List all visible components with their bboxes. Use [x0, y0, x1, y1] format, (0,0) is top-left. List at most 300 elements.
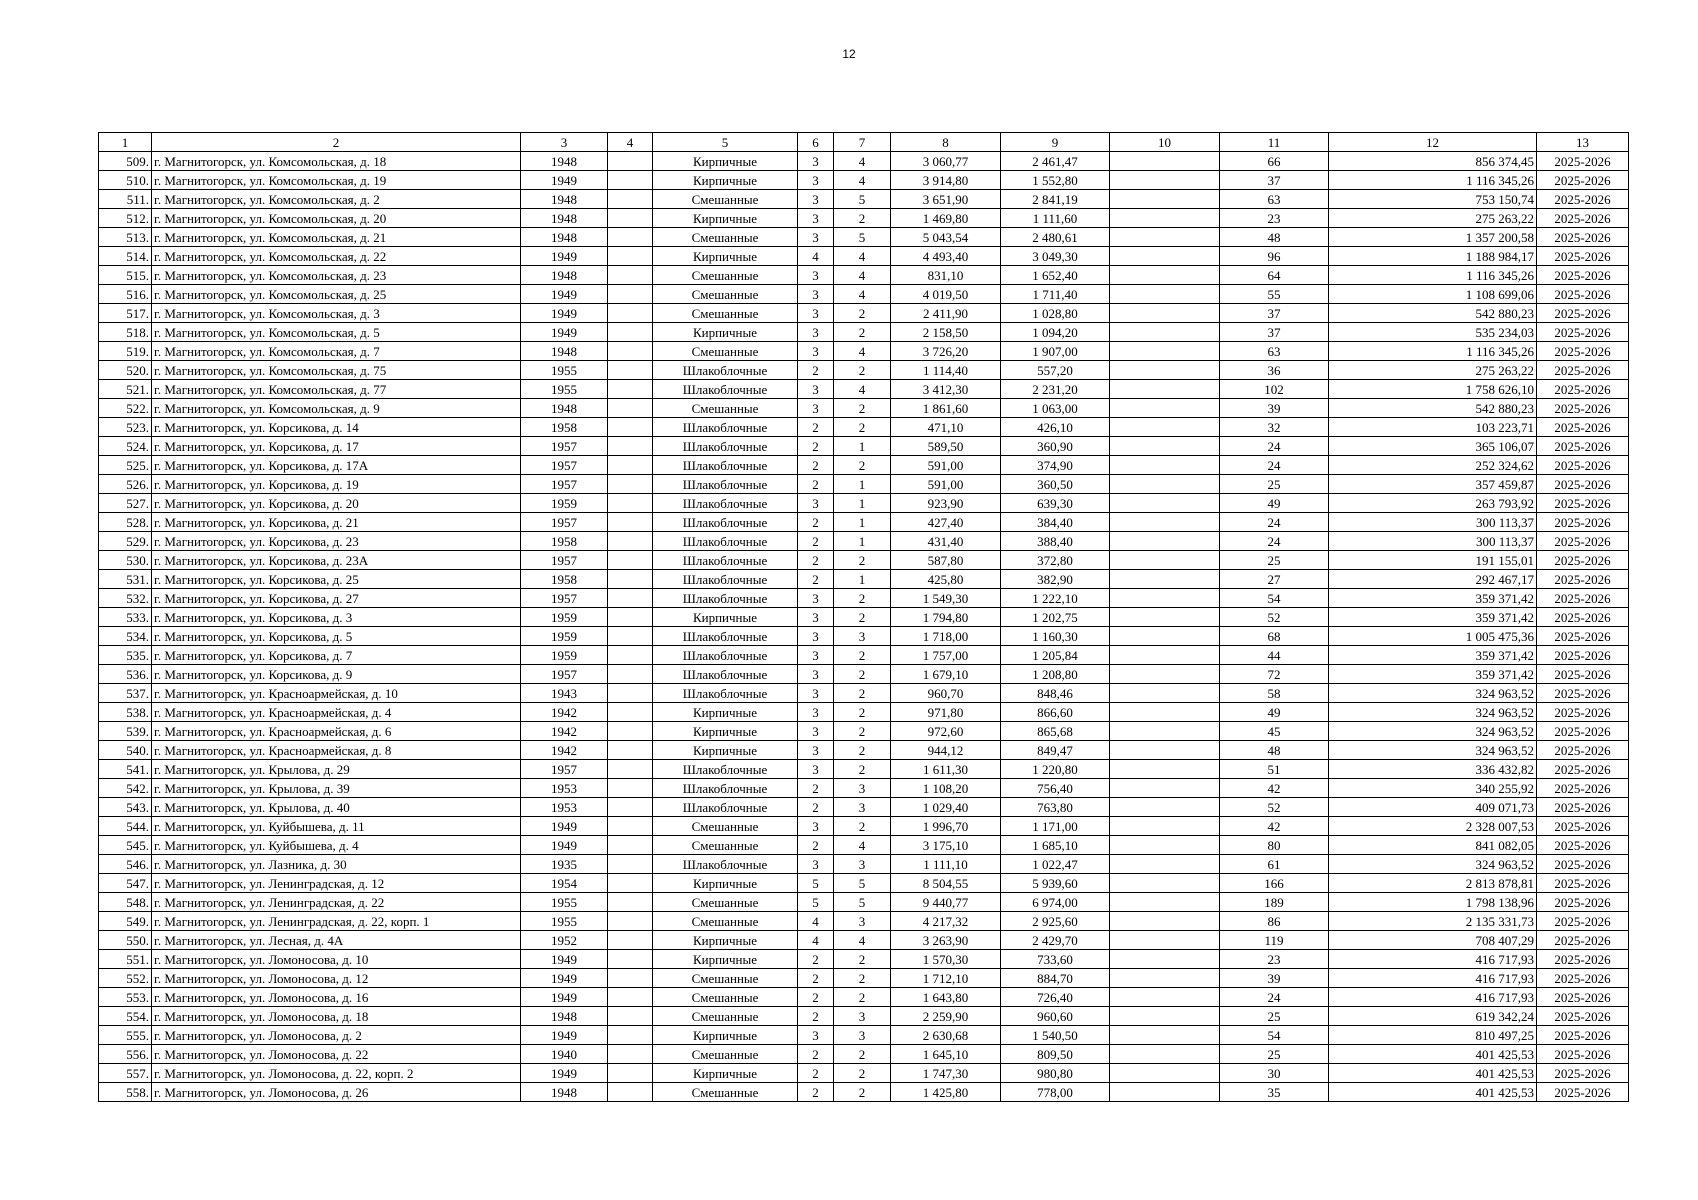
total-area-cell: 471,10: [891, 418, 1001, 437]
row-number-cell: 551.: [99, 950, 152, 969]
address-cell: г. Магнитогорск, ул. Комсомольская, д. 9: [152, 399, 521, 418]
col-4-value-cell: [608, 152, 653, 171]
living-area-cell: 1 685,10: [1001, 836, 1110, 855]
col-4-value-cell: [608, 399, 653, 418]
row-number-cell: 529.: [99, 532, 152, 551]
living-area-cell: 6 974,00: [1001, 893, 1110, 912]
total-area-cell: 971,80: [891, 703, 1001, 722]
total-area-cell: 1 757,00: [891, 646, 1001, 665]
build-year-cell: 1959: [521, 608, 608, 627]
total-area-cell: 1 794,80: [891, 608, 1001, 627]
cost-cell: 1 005 475,36: [1329, 627, 1537, 646]
floors-cell: 3: [798, 190, 834, 209]
build-year-cell: 1942: [521, 722, 608, 741]
wall-material-cell: Шлакоблочные: [653, 418, 798, 437]
address-cell: г. Магнитогорск, ул. Ломоносова, д. 22, корп. 2: [152, 1064, 521, 1083]
col-10-value-cell: [1110, 304, 1220, 323]
address-cell: г. Магнитогорск, ул. Красноармейская, д. 4: [152, 703, 521, 722]
wall-material-cell: Шлакоблочные: [653, 456, 798, 475]
table-row: [99, 209, 1629, 228]
living-area-cell: 1 907,00: [1001, 342, 1110, 361]
row-number-cell: 511.: [99, 190, 152, 209]
residents-cell: 24: [1220, 437, 1329, 456]
col-10-value-cell: [1110, 1045, 1220, 1064]
wall-material-cell: Шлакоблочные: [653, 475, 798, 494]
wall-material-cell: Смешанные: [653, 285, 798, 304]
living-area-cell: 1 652,40: [1001, 266, 1110, 285]
period-cell: 2025-2026: [1537, 380, 1629, 399]
total-area-cell: 1 712,10: [891, 969, 1001, 988]
living-area-cell: 360,50: [1001, 475, 1110, 494]
period-cell: 2025-2026: [1537, 361, 1629, 380]
col-4-value-cell: [608, 665, 653, 684]
living-area-cell: 849,47: [1001, 741, 1110, 760]
floors-cell: 2: [798, 570, 834, 589]
floors-cell: 2: [798, 418, 834, 437]
residents-cell: 51: [1220, 760, 1329, 779]
col-10-value-cell: [1110, 532, 1220, 551]
wall-material-cell: Шлакоблочные: [653, 646, 798, 665]
address-cell: г. Магнитогорск, ул. Комсомольская, д. 2: [152, 190, 521, 209]
total-area-cell: 1 425,80: [891, 1083, 1001, 1102]
floors-cell: 2: [798, 361, 834, 380]
total-area-cell: 427,40: [891, 513, 1001, 532]
row-number-cell: 556.: [99, 1045, 152, 1064]
wall-material-cell: Смешанные: [653, 1045, 798, 1064]
address-cell: г. Магнитогорск, ул. Ленинградская, д. 12: [152, 874, 521, 893]
wall-material-cell: Смешанные: [653, 817, 798, 836]
address-cell: г. Магнитогорск, ул. Куйбышева, д. 11: [152, 817, 521, 836]
address-cell: г. Магнитогорск, ул. Ломоносова, д. 2: [152, 1026, 521, 1045]
build-year-cell: 1949: [521, 817, 608, 836]
table-row: [99, 893, 1629, 912]
cost-cell: 324 963,52: [1329, 703, 1537, 722]
residents-cell: 32: [1220, 418, 1329, 437]
table-row: [99, 703, 1629, 722]
address-cell: г. Магнитогорск, ул. Комсомольская, д. 77: [152, 380, 521, 399]
table-row: [99, 399, 1629, 418]
row-number-cell: 524.: [99, 437, 152, 456]
residents-cell: 23: [1220, 209, 1329, 228]
residents-cell: 24: [1220, 513, 1329, 532]
cost-cell: 1 357 200,58: [1329, 228, 1537, 247]
address-cell: г. Магнитогорск, ул. Комсомольская, д. 21: [152, 228, 521, 247]
period-cell: 2025-2026: [1537, 304, 1629, 323]
entrances-cell: 2: [834, 817, 891, 836]
period-cell: 2025-2026: [1537, 627, 1629, 646]
floors-cell: 2: [798, 988, 834, 1007]
row-number-cell: 518.: [99, 323, 152, 342]
period-cell: 2025-2026: [1537, 228, 1629, 247]
period-cell: 2025-2026: [1537, 950, 1629, 969]
wall-material-cell: Смешанные: [653, 1007, 798, 1026]
floors-cell: 2: [798, 456, 834, 475]
build-year-cell: 1948: [521, 399, 608, 418]
col-10-value-cell: [1110, 152, 1220, 171]
wall-material-cell: Смешанные: [653, 1083, 798, 1102]
row-number-cell: 537.: [99, 684, 152, 703]
entrances-cell: 2: [834, 418, 891, 437]
col-10-value-cell: [1110, 836, 1220, 855]
total-area-cell: 591,00: [891, 456, 1001, 475]
floors-cell: 3: [798, 228, 834, 247]
floors-cell: 3: [798, 399, 834, 418]
cost-cell: 535 234,03: [1329, 323, 1537, 342]
wall-material-cell: Шлакоблочные: [653, 380, 798, 399]
address-cell: г. Магнитогорск, ул. Ломоносова, д. 10: [152, 950, 521, 969]
living-area-cell: 3 049,30: [1001, 247, 1110, 266]
col-10-value-cell: [1110, 475, 1220, 494]
row-number-cell: 550.: [99, 931, 152, 950]
col-10-value-cell: [1110, 722, 1220, 741]
period-cell: 2025-2026: [1537, 855, 1629, 874]
residents-cell: 37: [1220, 323, 1329, 342]
floors-cell: 3: [798, 304, 834, 323]
living-area-cell: 778,00: [1001, 1083, 1110, 1102]
col-4-value-cell: [608, 684, 653, 703]
living-area-cell: 372,80: [1001, 551, 1110, 570]
build-year-cell: 1948: [521, 1007, 608, 1026]
period-cell: 2025-2026: [1537, 969, 1629, 988]
entrances-cell: 4: [834, 247, 891, 266]
residents-cell: 23: [1220, 950, 1329, 969]
col-10-value-cell: [1110, 1083, 1220, 1102]
col-4-value-cell: [608, 342, 653, 361]
residents-cell: 24: [1220, 532, 1329, 551]
cost-cell: 275 263,22: [1329, 361, 1537, 380]
period-cell: 2025-2026: [1537, 608, 1629, 627]
residents-cell: 25: [1220, 1045, 1329, 1064]
table-row: [99, 855, 1629, 874]
address-cell: г. Магнитогорск, ул. Корсикова, д. 19: [152, 475, 521, 494]
residents-cell: 102: [1220, 380, 1329, 399]
table-row: [99, 1026, 1629, 1045]
address-cell: г. Магнитогорск, ул. Корсикова, д. 23А: [152, 551, 521, 570]
residents-cell: 63: [1220, 190, 1329, 209]
build-year-cell: 1958: [521, 570, 608, 589]
total-area-cell: 1 111,10: [891, 855, 1001, 874]
col-header-2: 2: [152, 133, 521, 152]
period-cell: 2025-2026: [1537, 931, 1629, 950]
living-area-cell: 1 222,10: [1001, 589, 1110, 608]
floors-cell: 3: [798, 342, 834, 361]
build-year-cell: 1949: [521, 323, 608, 342]
residents-cell: 55: [1220, 285, 1329, 304]
residents-cell: 44: [1220, 646, 1329, 665]
cost-cell: 324 963,52: [1329, 722, 1537, 741]
wall-material-cell: Шлакоблочные: [653, 760, 798, 779]
address-cell: г. Магнитогорск, ул. Комсомольская, д. 7: [152, 342, 521, 361]
cost-cell: 401 425,53: [1329, 1083, 1537, 1102]
cost-cell: 324 963,52: [1329, 855, 1537, 874]
cost-cell: 841 082,05: [1329, 836, 1537, 855]
col-10-value-cell: [1110, 456, 1220, 475]
total-area-cell: 3 060,77: [891, 152, 1001, 171]
floors-cell: 3: [798, 266, 834, 285]
col-4-value-cell: [608, 190, 653, 209]
col-header-10: 10: [1110, 133, 1220, 152]
entrances-cell: 5: [834, 228, 891, 247]
period-cell: 2025-2026: [1537, 817, 1629, 836]
address-cell: г. Магнитогорск, ул. Куйбышева, д. 4: [152, 836, 521, 855]
entrances-cell: 4: [834, 342, 891, 361]
col-4-value-cell: [608, 361, 653, 380]
cost-cell: 252 324,62: [1329, 456, 1537, 475]
row-number-cell: 510.: [99, 171, 152, 190]
address-cell: г. Магнитогорск, ул. Лесная, д. 4А: [152, 931, 521, 950]
col-4-value-cell: [608, 551, 653, 570]
period-cell: 2025-2026: [1537, 190, 1629, 209]
col-4-value-cell: [608, 171, 653, 190]
residents-cell: 25: [1220, 1007, 1329, 1026]
table-row: [99, 266, 1629, 285]
row-number-cell: 526.: [99, 475, 152, 494]
wall-material-cell: Смешанные: [653, 228, 798, 247]
table-row: [99, 1045, 1629, 1064]
period-cell: 2025-2026: [1537, 152, 1629, 171]
table-row: [99, 1083, 1629, 1102]
col-header-11: 11: [1220, 133, 1329, 152]
table-row: [99, 1007, 1629, 1026]
col-10-value-cell: [1110, 513, 1220, 532]
address-cell: г. Магнитогорск, ул. Комсомольская, д. 20: [152, 209, 521, 228]
wall-material-cell: Шлакоблочные: [653, 627, 798, 646]
wall-material-cell: Кирпичные: [653, 1064, 798, 1083]
living-area-cell: 2 480,61: [1001, 228, 1110, 247]
living-area-cell: 384,40: [1001, 513, 1110, 532]
build-year-cell: 1959: [521, 494, 608, 513]
cost-cell: 1 758 626,10: [1329, 380, 1537, 399]
address-cell: г. Магнитогорск, ул. Корсикова, д. 5: [152, 627, 521, 646]
build-year-cell: 1948: [521, 1083, 608, 1102]
living-area-cell: 960,60: [1001, 1007, 1110, 1026]
period-cell: 2025-2026: [1537, 1083, 1629, 1102]
living-area-cell: 2 231,20: [1001, 380, 1110, 399]
living-area-cell: 763,80: [1001, 798, 1110, 817]
col-4-value-cell: [608, 836, 653, 855]
address-cell: г. Магнитогорск, ул. Комсомольская, д. 19: [152, 171, 521, 190]
total-area-cell: 3 914,80: [891, 171, 1001, 190]
col-10-value-cell: [1110, 684, 1220, 703]
build-year-cell: 1942: [521, 703, 608, 722]
wall-material-cell: Шлакоблочные: [653, 798, 798, 817]
build-year-cell: 1948: [521, 209, 608, 228]
period-cell: 2025-2026: [1537, 1045, 1629, 1064]
total-area-cell: 4 019,50: [891, 285, 1001, 304]
living-area-cell: 1 202,75: [1001, 608, 1110, 627]
wall-material-cell: Шлакоблочные: [653, 361, 798, 380]
entrances-cell: 1: [834, 513, 891, 532]
col-4-value-cell: [608, 532, 653, 551]
entrances-cell: 2: [834, 646, 891, 665]
cost-cell: 1 108 699,06: [1329, 285, 1537, 304]
living-area-cell: 1 063,00: [1001, 399, 1110, 418]
floors-cell: 2: [798, 437, 834, 456]
cost-cell: 416 717,93: [1329, 988, 1537, 1007]
wall-material-cell: Кирпичные: [653, 209, 798, 228]
build-year-cell: 1958: [521, 418, 608, 437]
floors-cell: 2: [798, 1007, 834, 1026]
address-cell: г. Магнитогорск, ул. Комсомольская, д. 18: [152, 152, 521, 171]
cost-cell: 359 371,42: [1329, 665, 1537, 684]
living-area-cell: 733,60: [1001, 950, 1110, 969]
row-number-cell: 530.: [99, 551, 152, 570]
residents-cell: 86: [1220, 912, 1329, 931]
floors-cell: 2: [798, 836, 834, 855]
residents-cell: 37: [1220, 304, 1329, 323]
entrances-cell: 4: [834, 171, 891, 190]
wall-material-cell: Шлакоблочные: [653, 684, 798, 703]
wall-material-cell: Шлакоблочные: [653, 532, 798, 551]
residents-cell: 49: [1220, 494, 1329, 513]
col-10-value-cell: [1110, 209, 1220, 228]
col-4-value-cell: [608, 722, 653, 741]
period-cell: 2025-2026: [1537, 741, 1629, 760]
period-cell: 2025-2026: [1537, 760, 1629, 779]
period-cell: 2025-2026: [1537, 513, 1629, 532]
row-number-cell: 521.: [99, 380, 152, 399]
wall-material-cell: Кирпичные: [653, 1026, 798, 1045]
table-row: [99, 532, 1629, 551]
total-area-cell: 3 651,90: [891, 190, 1001, 209]
living-area-cell: 1 028,80: [1001, 304, 1110, 323]
period-cell: 2025-2026: [1537, 665, 1629, 684]
period-cell: 2025-2026: [1537, 437, 1629, 456]
col-4-value-cell: [608, 1045, 653, 1064]
wall-material-cell: Смешанные: [653, 969, 798, 988]
entrances-cell: 2: [834, 399, 891, 418]
period-cell: 2025-2026: [1537, 798, 1629, 817]
col-4-value-cell: [608, 570, 653, 589]
residents-cell: 42: [1220, 817, 1329, 836]
cost-cell: 336 432,82: [1329, 760, 1537, 779]
residents-cell: 39: [1220, 969, 1329, 988]
period-cell: 2025-2026: [1537, 646, 1629, 665]
col-10-value-cell: [1110, 950, 1220, 969]
col-4-value-cell: [608, 247, 653, 266]
row-number-cell: 552.: [99, 969, 152, 988]
entrances-cell: 4: [834, 152, 891, 171]
total-area-cell: 591,00: [891, 475, 1001, 494]
residents-cell: 166: [1220, 874, 1329, 893]
table-row: [99, 418, 1629, 437]
cost-cell: 753 150,74: [1329, 190, 1537, 209]
total-area-cell: 1 469,80: [891, 209, 1001, 228]
entrances-cell: 4: [834, 285, 891, 304]
row-number-cell: 515.: [99, 266, 152, 285]
living-area-cell: 865,68: [1001, 722, 1110, 741]
col-10-value-cell: [1110, 1007, 1220, 1026]
col-10-value-cell: [1110, 703, 1220, 722]
entrances-cell: 5: [834, 893, 891, 912]
period-cell: 2025-2026: [1537, 247, 1629, 266]
housing-registry-table: [98, 132, 1629, 1102]
cost-cell: 401 425,53: [1329, 1045, 1537, 1064]
floors-cell: 5: [798, 874, 834, 893]
total-area-cell: 1 718,00: [891, 627, 1001, 646]
living-area-cell: 809,50: [1001, 1045, 1110, 1064]
period-cell: 2025-2026: [1537, 1026, 1629, 1045]
floors-cell: 3: [798, 152, 834, 171]
total-area-cell: 3 175,10: [891, 836, 1001, 855]
wall-material-cell: Смешанные: [653, 342, 798, 361]
wall-material-cell: Шлакоблочные: [653, 494, 798, 513]
build-year-cell: 1959: [521, 627, 608, 646]
build-year-cell: 1942: [521, 741, 608, 760]
build-year-cell: 1957: [521, 665, 608, 684]
col-10-value-cell: [1110, 171, 1220, 190]
entrances-cell: 2: [834, 665, 891, 684]
build-year-cell: 1948: [521, 342, 608, 361]
address-cell: г. Магнитогорск, ул. Ломоносова, д. 18: [152, 1007, 521, 1026]
row-number-cell: 522.: [99, 399, 152, 418]
row-number-cell: 542.: [99, 779, 152, 798]
residents-cell: 119: [1220, 931, 1329, 950]
total-area-cell: 431,40: [891, 532, 1001, 551]
address-cell: г. Магнитогорск, ул. Ломоносова, д. 16: [152, 988, 521, 1007]
address-cell: г. Магнитогорск, ул. Лазника, д. 30: [152, 855, 521, 874]
residents-cell: 63: [1220, 342, 1329, 361]
wall-material-cell: Смешанные: [653, 893, 798, 912]
residents-cell: 45: [1220, 722, 1329, 741]
entrances-cell: 2: [834, 1064, 891, 1083]
entrances-cell: 1: [834, 437, 891, 456]
build-year-cell: 1955: [521, 912, 608, 931]
wall-material-cell: Кирпичные: [653, 741, 798, 760]
row-number-cell: 540.: [99, 741, 152, 760]
address-cell: г. Магнитогорск, ул. Ломоносова, д. 22: [152, 1045, 521, 1064]
table-row: [99, 627, 1629, 646]
table-row: [99, 646, 1629, 665]
col-10-value-cell: [1110, 285, 1220, 304]
build-year-cell: 1949: [521, 836, 608, 855]
residents-cell: 30: [1220, 1064, 1329, 1083]
residents-cell: 35: [1220, 1083, 1329, 1102]
row-number-cell: 543.: [99, 798, 152, 817]
col-10-value-cell: [1110, 228, 1220, 247]
address-cell: г. Магнитогорск, ул. Крылова, д. 29: [152, 760, 521, 779]
build-year-cell: 1957: [521, 437, 608, 456]
total-area-cell: 8 504,55: [891, 874, 1001, 893]
period-cell: 2025-2026: [1537, 722, 1629, 741]
table-row: [99, 361, 1629, 380]
row-number-cell: 533.: [99, 608, 152, 627]
build-year-cell: 1935: [521, 855, 608, 874]
row-number-cell: 517.: [99, 304, 152, 323]
table-row: [99, 513, 1629, 532]
living-area-cell: 1 171,00: [1001, 817, 1110, 836]
period-cell: 2025-2026: [1537, 684, 1629, 703]
entrances-cell: 2: [834, 684, 891, 703]
table-row: [99, 494, 1629, 513]
period-cell: 2025-2026: [1537, 456, 1629, 475]
living-area-cell: 557,20: [1001, 361, 1110, 380]
col-4-value-cell: [608, 760, 653, 779]
address-cell: г. Магнитогорск, ул. Корсикова, д. 25: [152, 570, 521, 589]
row-number-cell: 513.: [99, 228, 152, 247]
floors-cell: 2: [798, 950, 834, 969]
col-header-5: 5: [653, 133, 798, 152]
col-10-value-cell: [1110, 589, 1220, 608]
col-4-value-cell: [608, 855, 653, 874]
residents-cell: 25: [1220, 475, 1329, 494]
entrances-cell: 5: [834, 874, 891, 893]
build-year-cell: 1949: [521, 950, 608, 969]
total-area-cell: 923,90: [891, 494, 1001, 513]
residents-cell: 96: [1220, 247, 1329, 266]
address-cell: г. Магнитогорск, ул. Красноармейская, д. 8: [152, 741, 521, 760]
living-area-cell: 388,40: [1001, 532, 1110, 551]
